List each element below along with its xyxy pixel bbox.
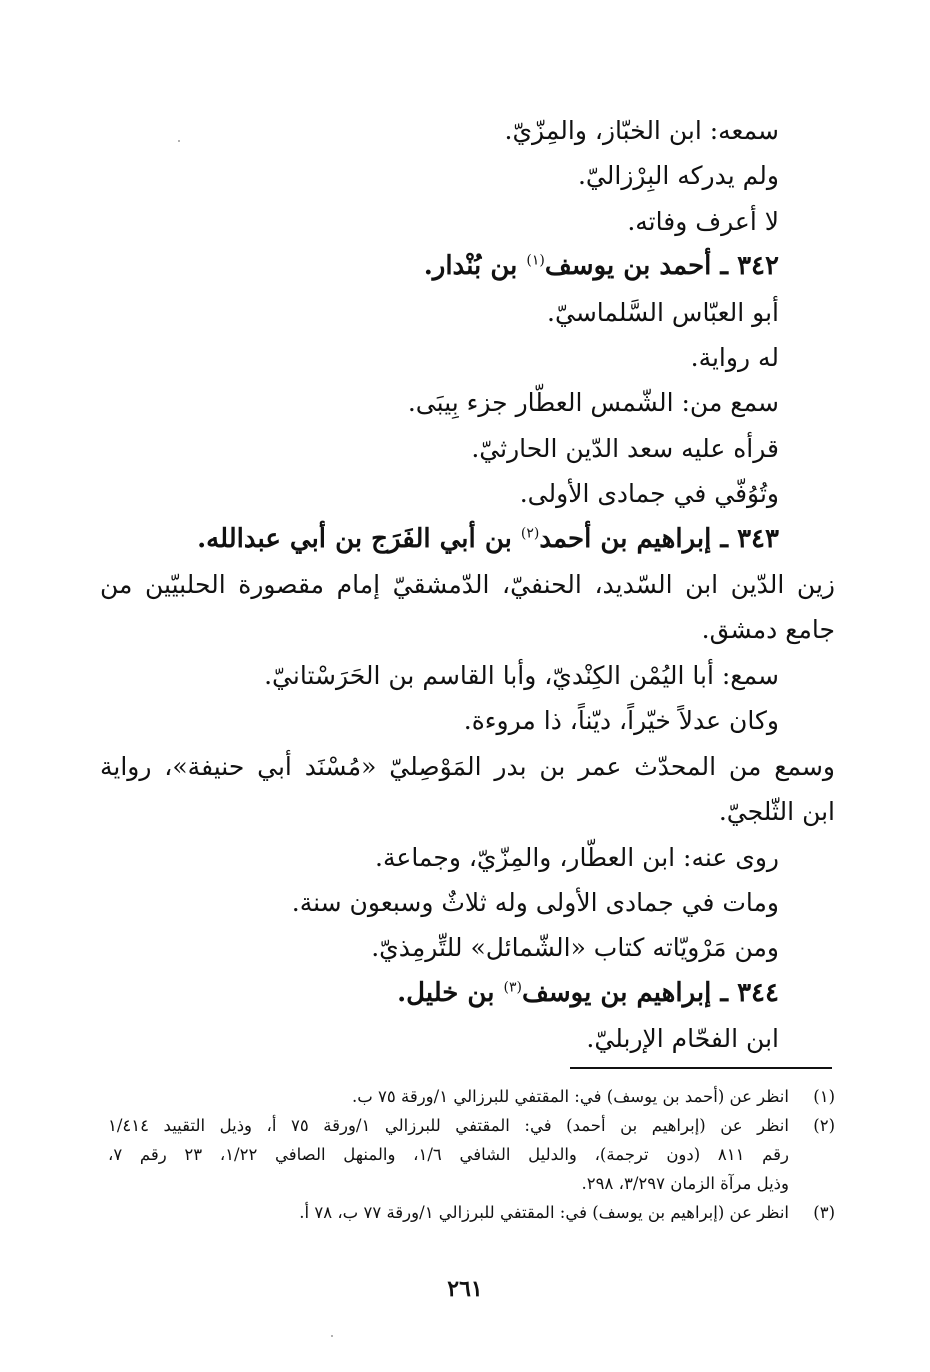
footnote-number: (٢) — [813, 1116, 835, 1135]
footnote-3 — [108, 1198, 835, 1227]
text-line: وكان عدلاً خيّراً، ديّناً، ذا مروءة. — [463, 706, 779, 736]
footnote-separator — [570, 1067, 832, 1069]
text-line: زين الدّين ابن السّديد، الحنفيّ، الدّمشقيّ إمام مقصورة الحلبيّين من — [100, 570, 835, 600]
text-line: ابن الفحّام الإربليّ. — [586, 1024, 779, 1054]
text-line: ولم يدركه البِرْزاليّ. — [577, 161, 779, 191]
text-line: ومن مَرْويّاته كتاب «الشّمائل» للتِّرمِذيّ. — [371, 933, 779, 963]
footnote-line: وذيل مرآة الزمان ٣/٢٩٧، ٢٩٨. — [581, 1174, 789, 1193]
footnote-number: (٣) — [813, 1203, 835, 1222]
text-line: سمع من: الشّمس العطّار جزء بِيبَى. — [407, 388, 779, 418]
footnote-line: رقم ٨١١ (دون ترجمة)، والدليل الشافي ١/٦، والمنهل الصافي ١/٢٢، ٢٣ رقم ٧، — [108, 1145, 789, 1164]
footnote-line: انظر عن (إبراهيم بن أحمد) في: المقتفي للبرزالي ١/ورقة ٧٥ أ، وذيل التقييد ١/٤١٤ — [108, 1116, 789, 1135]
main-text — [100, 108, 835, 1062]
text-line: له رواية. — [690, 343, 779, 373]
text-line: ابن الثّلجيّ. — [718, 797, 835, 827]
footnote-2 — [108, 1111, 835, 1198]
text-line: أبو العبّاس السَّلماسيّ. — [547, 297, 779, 327]
page-number: ٢٦١ — [447, 1276, 483, 1302]
entry-heading-342: ٣٤٢ ـ أحمد بن يوسف$^{(١)}$ بن بُنْدار. — [423, 251, 779, 282]
text-line: لا أعرف وفاته. — [627, 206, 779, 236]
entry-heading-344: ٣٤٤ ـ إبراهيم بن يوسف$^{(٣)}$ بن خليل. — [397, 977, 779, 1008]
text-line: وسمع من المحدّث عمر بن بدر المَوْصِليّ «مُسْنَد أبي حنيفة»، رواية — [100, 751, 835, 781]
text-line: وتُوُفّي في جمادى الأولى. — [519, 479, 779, 509]
footnotes — [108, 1082, 835, 1227]
footnote-ref: (١) — [526, 252, 545, 269]
footnote-ref: (٣) — [503, 979, 522, 996]
footnote-line: انظر عن (إبراهيم بن يوسف) في: المقتفي للبرزالي ١/ورقة ٧٧ ب، ٧٨ أ. — [299, 1203, 789, 1222]
footnote-1 — [108, 1082, 835, 1111]
footnote-ref: (٢) — [520, 525, 540, 541]
speck — [331, 1335, 333, 1337]
text-line: قرأه عليه سعد الدّين الحارثيّ. — [471, 433, 779, 463]
text-line: سمع: أبا اليُمْن الكِنْديّ، وأبا القاسم بن الحَرَسْتانيّ. — [264, 660, 779, 690]
text-line: سمعه: ابن الخبّاز، والمِزّيّ. — [504, 116, 779, 145]
footnote-line: انظر عن (أحمد بن يوسف) في: المقتفي للبرزالي ١/ورقة ٧٥ ب. — [351, 1087, 789, 1106]
text-line: ومات في جمادى الأولى وله ثلاثٌ وسبعون سنة. — [291, 887, 779, 917]
entry-heading-343: ٣٤٣ ـ إبراهيم بن أحمد$^{(٢)}$ بن أبي الفَرَج بن أبي عبدالله. — [197, 523, 779, 554]
footnote-number: (١) — [813, 1087, 835, 1106]
text-line: روى عنه: ابن العطّار، والمِزّيّ، وجماعة. — [375, 842, 779, 872]
text-line: جامع دمشق. — [701, 615, 835, 645]
